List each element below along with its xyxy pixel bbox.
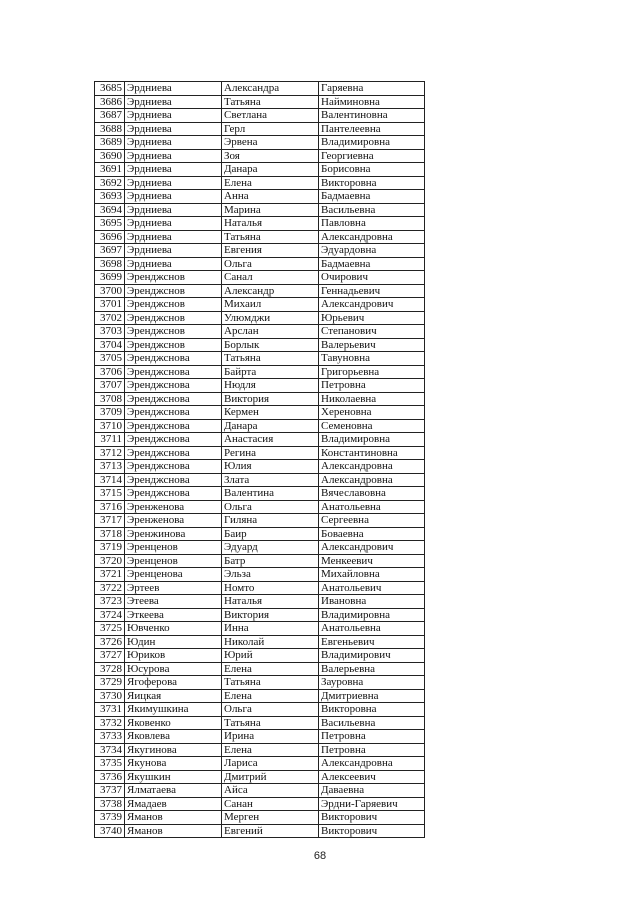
patronymic-cell: Пантелеевна	[319, 122, 425, 136]
table-row	[95, 257, 425, 271]
surname-cell: Юдин	[125, 635, 222, 649]
patronymic-cell: Владимировна	[319, 433, 425, 447]
number-cell: 3696	[95, 230, 125, 244]
surname-cell: Эренджснова	[125, 460, 222, 474]
table-row	[95, 676, 425, 690]
patronymic-cell: Валерьевич	[319, 338, 425, 352]
patronymic-cell: Петровна	[319, 743, 425, 757]
surname-cell: Эренджснова	[125, 406, 222, 420]
first-name-cell: Татьяна	[222, 716, 319, 730]
surname-cell: Яковлева	[125, 730, 222, 744]
number-cell: 3731	[95, 703, 125, 717]
surname-cell: Юриков	[125, 649, 222, 663]
surname-cell: Этеева	[125, 595, 222, 609]
patronymic-cell: Викторовна	[319, 176, 425, 190]
surname-cell: Яицкая	[125, 689, 222, 703]
first-name-cell: Наталья	[222, 595, 319, 609]
table-row	[95, 203, 425, 217]
surname-cell: Яковенко	[125, 716, 222, 730]
table-row	[95, 662, 425, 676]
number-cell: 3713	[95, 460, 125, 474]
number-cell: 3685	[95, 82, 125, 96]
surname-cell: Эрдниева	[125, 257, 222, 271]
number-cell: 3707	[95, 379, 125, 393]
first-name-cell: Юрий	[222, 649, 319, 663]
number-cell: 3739	[95, 811, 125, 825]
number-cell: 3710	[95, 419, 125, 433]
number-cell: 3720	[95, 554, 125, 568]
number-cell: 3687	[95, 109, 125, 123]
table-row	[95, 541, 425, 555]
patronymic-cell: Алексеевич	[319, 770, 425, 784]
first-name-cell: Эдуард	[222, 541, 319, 555]
number-cell: 3735	[95, 757, 125, 771]
surname-cell: Эткеева	[125, 608, 222, 622]
first-name-cell: Елена	[222, 743, 319, 757]
table-row	[95, 581, 425, 595]
surname-cell: Ягоферова	[125, 676, 222, 690]
number-cell: 3693	[95, 190, 125, 204]
number-cell: 3700	[95, 284, 125, 298]
table-row	[95, 635, 425, 649]
surname-cell: Эренджснова	[125, 352, 222, 366]
patronymic-cell: Александровна	[319, 230, 425, 244]
surname-cell: Эренджснова	[125, 446, 222, 460]
surname-cell: Эртеев	[125, 581, 222, 595]
number-cell: 3712	[95, 446, 125, 460]
patronymic-cell: Борисовна	[319, 163, 425, 177]
patronymic-cell: Анатольевна	[319, 622, 425, 636]
table-row	[95, 568, 425, 582]
patronymic-cell: Эрдни-Гаряевич	[319, 797, 425, 811]
number-cell: 3733	[95, 730, 125, 744]
first-name-cell: Николай	[222, 635, 319, 649]
surname-cell: Эренджснов	[125, 284, 222, 298]
first-name-cell: Татьяна	[222, 95, 319, 109]
patronymic-cell: Боваевна	[319, 527, 425, 541]
table-row	[95, 311, 425, 325]
surname-cell: Эренджснова	[125, 392, 222, 406]
first-name-cell: Байрта	[222, 365, 319, 379]
surname-cell: Эрдниева	[125, 149, 222, 163]
names-table	[94, 81, 425, 838]
first-name-cell: Виктория	[222, 608, 319, 622]
surname-cell: Эренджснов	[125, 311, 222, 325]
number-cell: 3721	[95, 568, 125, 582]
number-cell: 3711	[95, 433, 125, 447]
first-name-cell: Елена	[222, 662, 319, 676]
patronymic-cell: Александрович	[319, 541, 425, 555]
patronymic-cell: Викторович	[319, 824, 425, 838]
surname-cell: Эренджснова	[125, 433, 222, 447]
first-name-cell: Михаил	[222, 298, 319, 312]
patronymic-cell: Ивановна	[319, 595, 425, 609]
number-cell: 3714	[95, 473, 125, 487]
number-cell: 3697	[95, 244, 125, 258]
table-row	[95, 325, 425, 339]
surname-cell: Эрдниева	[125, 217, 222, 231]
patronymic-cell: Александровна	[319, 460, 425, 474]
first-name-cell: Баир	[222, 527, 319, 541]
number-cell: 3719	[95, 541, 125, 555]
table-row	[95, 595, 425, 609]
first-name-cell: Виктория	[222, 392, 319, 406]
first-name-cell: Елена	[222, 689, 319, 703]
first-name-cell: Улюмджи	[222, 311, 319, 325]
patronymic-cell: Тавуновна	[319, 352, 425, 366]
surname-cell: Эрдниева	[125, 95, 222, 109]
first-name-cell: Гиляна	[222, 514, 319, 528]
first-name-cell: Мерген	[222, 811, 319, 825]
first-name-cell: Юлия	[222, 460, 319, 474]
surname-cell: Эренценов	[125, 541, 222, 555]
patronymic-cell: Александровна	[319, 473, 425, 487]
table-row	[95, 797, 425, 811]
first-name-cell: Евгения	[222, 244, 319, 258]
number-cell: 3736	[95, 770, 125, 784]
table-row	[95, 824, 425, 838]
number-cell: 3717	[95, 514, 125, 528]
first-name-cell: Данара	[222, 419, 319, 433]
table-row	[95, 419, 425, 433]
patronymic-cell: Дмитриевна	[319, 689, 425, 703]
surname-cell: Ямадаев	[125, 797, 222, 811]
first-name-cell: Ольга	[222, 500, 319, 514]
number-cell: 3694	[95, 203, 125, 217]
first-name-cell: Регина	[222, 446, 319, 460]
patronymic-cell: Анатольевич	[319, 581, 425, 595]
surname-cell: Эрдниева	[125, 203, 222, 217]
patronymic-cell: Григорьевна	[319, 365, 425, 379]
first-name-cell: Батр	[222, 554, 319, 568]
names-table-body	[95, 82, 425, 838]
table-row	[95, 163, 425, 177]
number-cell: 3725	[95, 622, 125, 636]
patronymic-cell: Хереновна	[319, 406, 425, 420]
surname-cell: Эренженова	[125, 514, 222, 528]
number-cell: 3709	[95, 406, 125, 420]
patronymic-cell: Менкеевич	[319, 554, 425, 568]
surname-cell: Эрдниева	[125, 230, 222, 244]
surname-cell: Эрдниева	[125, 176, 222, 190]
first-name-cell: Анна	[222, 190, 319, 204]
table-row	[95, 392, 425, 406]
table-row	[95, 473, 425, 487]
first-name-cell: Татьяна	[222, 230, 319, 244]
table-row	[95, 649, 425, 663]
patronymic-cell: Юрьевич	[319, 311, 425, 325]
number-cell: 3690	[95, 149, 125, 163]
number-cell: 3728	[95, 662, 125, 676]
number-cell: 3734	[95, 743, 125, 757]
number-cell: 3691	[95, 163, 125, 177]
patronymic-cell: Александрович	[319, 298, 425, 312]
surname-cell: Эренджснов	[125, 271, 222, 285]
number-cell: 3704	[95, 338, 125, 352]
table-row	[95, 784, 425, 798]
number-cell: 3716	[95, 500, 125, 514]
first-name-cell: Светлана	[222, 109, 319, 123]
first-name-cell: Наталья	[222, 217, 319, 231]
first-name-cell: Нюдля	[222, 379, 319, 393]
number-cell: 3732	[95, 716, 125, 730]
surname-cell: Ювченко	[125, 622, 222, 636]
table-row	[95, 703, 425, 717]
surname-cell: Эренджснова	[125, 473, 222, 487]
surname-cell: Эренджснов	[125, 338, 222, 352]
first-name-cell: Лариса	[222, 757, 319, 771]
surname-cell: Эренджснова	[125, 379, 222, 393]
page-number: 68	[313, 850, 327, 862]
table-row	[95, 811, 425, 825]
patronymic-cell: Петровна	[319, 379, 425, 393]
surname-cell: Эрдниева	[125, 122, 222, 136]
patronymic-cell: Константиновна	[319, 446, 425, 460]
patronymic-cell: Зауровна	[319, 676, 425, 690]
surname-cell: Эренженова	[125, 500, 222, 514]
number-cell: 3738	[95, 797, 125, 811]
table-row	[95, 379, 425, 393]
patronymic-cell: Петровна	[319, 730, 425, 744]
first-name-cell: Татьяна	[222, 676, 319, 690]
table-row	[95, 433, 425, 447]
table-row	[95, 244, 425, 258]
number-cell: 3692	[95, 176, 125, 190]
number-cell: 3686	[95, 95, 125, 109]
number-cell: 3726	[95, 635, 125, 649]
number-cell: 3737	[95, 784, 125, 798]
first-name-cell: Злата	[222, 473, 319, 487]
surname-cell: Якимушкина	[125, 703, 222, 717]
number-cell: 3718	[95, 527, 125, 541]
first-name-cell: Герл	[222, 122, 319, 136]
first-name-cell: Арслан	[222, 325, 319, 339]
patronymic-cell: Александровна	[319, 757, 425, 771]
patronymic-cell: Викторович	[319, 811, 425, 825]
first-name-cell: Данара	[222, 163, 319, 177]
table-row	[95, 743, 425, 757]
table-row	[95, 109, 425, 123]
table-row	[95, 527, 425, 541]
table-row	[95, 149, 425, 163]
number-cell: 3727	[95, 649, 125, 663]
first-name-cell: Дмитрий	[222, 770, 319, 784]
number-cell: 3703	[95, 325, 125, 339]
first-name-cell: Борлык	[222, 338, 319, 352]
first-name-cell: Айса	[222, 784, 319, 798]
table-row	[95, 460, 425, 474]
first-name-cell: Ольга	[222, 703, 319, 717]
table-row	[95, 487, 425, 501]
patronymic-cell: Валентиновна	[319, 109, 425, 123]
patronymic-cell: Викторовна	[319, 703, 425, 717]
surname-cell: Эрдниева	[125, 136, 222, 150]
surname-cell: Эренжинова	[125, 527, 222, 541]
surname-cell: Эренджснов	[125, 325, 222, 339]
table-row	[95, 716, 425, 730]
surname-cell: Эрдниева	[125, 190, 222, 204]
table-row	[95, 190, 425, 204]
number-cell: 3689	[95, 136, 125, 150]
surname-cell: Эренджснова	[125, 365, 222, 379]
patronymic-cell: Бадмаевна	[319, 257, 425, 271]
patronymic-cell: Вячеславовна	[319, 487, 425, 501]
surname-cell: Эренценов	[125, 554, 222, 568]
patronymic-cell: Анатольевна	[319, 500, 425, 514]
number-cell: 3723	[95, 595, 125, 609]
table-row	[95, 757, 425, 771]
first-name-cell: Валентина	[222, 487, 319, 501]
table-row	[95, 730, 425, 744]
surname-cell: Юсурова	[125, 662, 222, 676]
number-cell: 3706	[95, 365, 125, 379]
table-row	[95, 406, 425, 420]
number-cell: 3699	[95, 271, 125, 285]
number-cell: 3701	[95, 298, 125, 312]
table-row	[95, 514, 425, 528]
first-name-cell: Татьяна	[222, 352, 319, 366]
table-row	[95, 176, 425, 190]
patronymic-cell: Сергеевна	[319, 514, 425, 528]
number-cell: 3708	[95, 392, 125, 406]
patronymic-cell: Степанович	[319, 325, 425, 339]
surname-cell: Эренджснова	[125, 419, 222, 433]
first-name-cell: Санан	[222, 797, 319, 811]
patronymic-cell: Очирович	[319, 271, 425, 285]
patronymic-cell: Бадмаевна	[319, 190, 425, 204]
surname-cell: Эрдниева	[125, 163, 222, 177]
table-row	[95, 230, 425, 244]
first-name-cell: Эльза	[222, 568, 319, 582]
table-row	[95, 622, 425, 636]
first-name-cell: Санал	[222, 271, 319, 285]
patronymic-cell: Михайловна	[319, 568, 425, 582]
first-name-cell: Ирина	[222, 730, 319, 744]
patronymic-cell: Гаряевна	[319, 82, 425, 96]
table-row	[95, 608, 425, 622]
patronymic-cell: Семеновна	[319, 419, 425, 433]
table-row	[95, 352, 425, 366]
table-row	[95, 554, 425, 568]
table-row	[95, 122, 425, 136]
table-row	[95, 500, 425, 514]
patronymic-cell: Даваевна	[319, 784, 425, 798]
surname-cell: Эрдниева	[125, 244, 222, 258]
first-name-cell: Эрвена	[222, 136, 319, 150]
first-name-cell: Кермен	[222, 406, 319, 420]
first-name-cell: Александр	[222, 284, 319, 298]
table-row	[95, 136, 425, 150]
surname-cell: Эрдниева	[125, 109, 222, 123]
patronymic-cell: Валерьевна	[319, 662, 425, 676]
first-name-cell: Ольга	[222, 257, 319, 271]
table-row	[95, 298, 425, 312]
surname-cell: Эренджснов	[125, 298, 222, 312]
patronymic-cell: Евгеньевич	[319, 635, 425, 649]
table-row	[95, 217, 425, 231]
patronymic-cell: Николаевна	[319, 392, 425, 406]
first-name-cell: Зоя	[222, 149, 319, 163]
table-row	[95, 689, 425, 703]
number-cell: 3740	[95, 824, 125, 838]
patronymic-cell: Геннадьевич	[319, 284, 425, 298]
first-name-cell: Марина	[222, 203, 319, 217]
surname-cell: Эренджснова	[125, 487, 222, 501]
number-cell: 3702	[95, 311, 125, 325]
patronymic-cell: Владимирович	[319, 649, 425, 663]
patronymic-cell: Павловна	[319, 217, 425, 231]
patronymic-cell: Васильевна	[319, 203, 425, 217]
number-cell: 3722	[95, 581, 125, 595]
surname-cell: Ялматаева	[125, 784, 222, 798]
surname-cell: Яманов	[125, 824, 222, 838]
table-row	[95, 82, 425, 96]
table-row	[95, 770, 425, 784]
table-row	[95, 338, 425, 352]
number-cell: 3688	[95, 122, 125, 136]
number-cell: 3705	[95, 352, 125, 366]
number-cell: 3715	[95, 487, 125, 501]
surname-cell: Яманов	[125, 811, 222, 825]
number-cell: 3730	[95, 689, 125, 703]
surname-cell: Эрдниева	[125, 82, 222, 96]
first-name-cell: Елена	[222, 176, 319, 190]
first-name-cell: Александра	[222, 82, 319, 96]
patronymic-cell: Георгиевна	[319, 149, 425, 163]
patronymic-cell: Владимировна	[319, 608, 425, 622]
table-row	[95, 446, 425, 460]
first-name-cell: Инна	[222, 622, 319, 636]
first-name-cell: Анастасия	[222, 433, 319, 447]
patronymic-cell: Васильевна	[319, 716, 425, 730]
number-cell: 3724	[95, 608, 125, 622]
surname-cell: Якушкин	[125, 770, 222, 784]
table-row	[95, 95, 425, 109]
table-row	[95, 284, 425, 298]
table-row	[95, 365, 425, 379]
table-row	[95, 271, 425, 285]
surname-cell: Якугинова	[125, 743, 222, 757]
surname-cell: Эренценова	[125, 568, 222, 582]
patronymic-cell: Найминовна	[319, 95, 425, 109]
number-cell: 3698	[95, 257, 125, 271]
surname-cell: Якунова	[125, 757, 222, 771]
number-cell: 3695	[95, 217, 125, 231]
first-name-cell: Номто	[222, 581, 319, 595]
patronymic-cell: Владимировна	[319, 136, 425, 150]
number-cell: 3729	[95, 676, 125, 690]
patronymic-cell: Эдуардовна	[319, 244, 425, 258]
first-name-cell: Евгений	[222, 824, 319, 838]
